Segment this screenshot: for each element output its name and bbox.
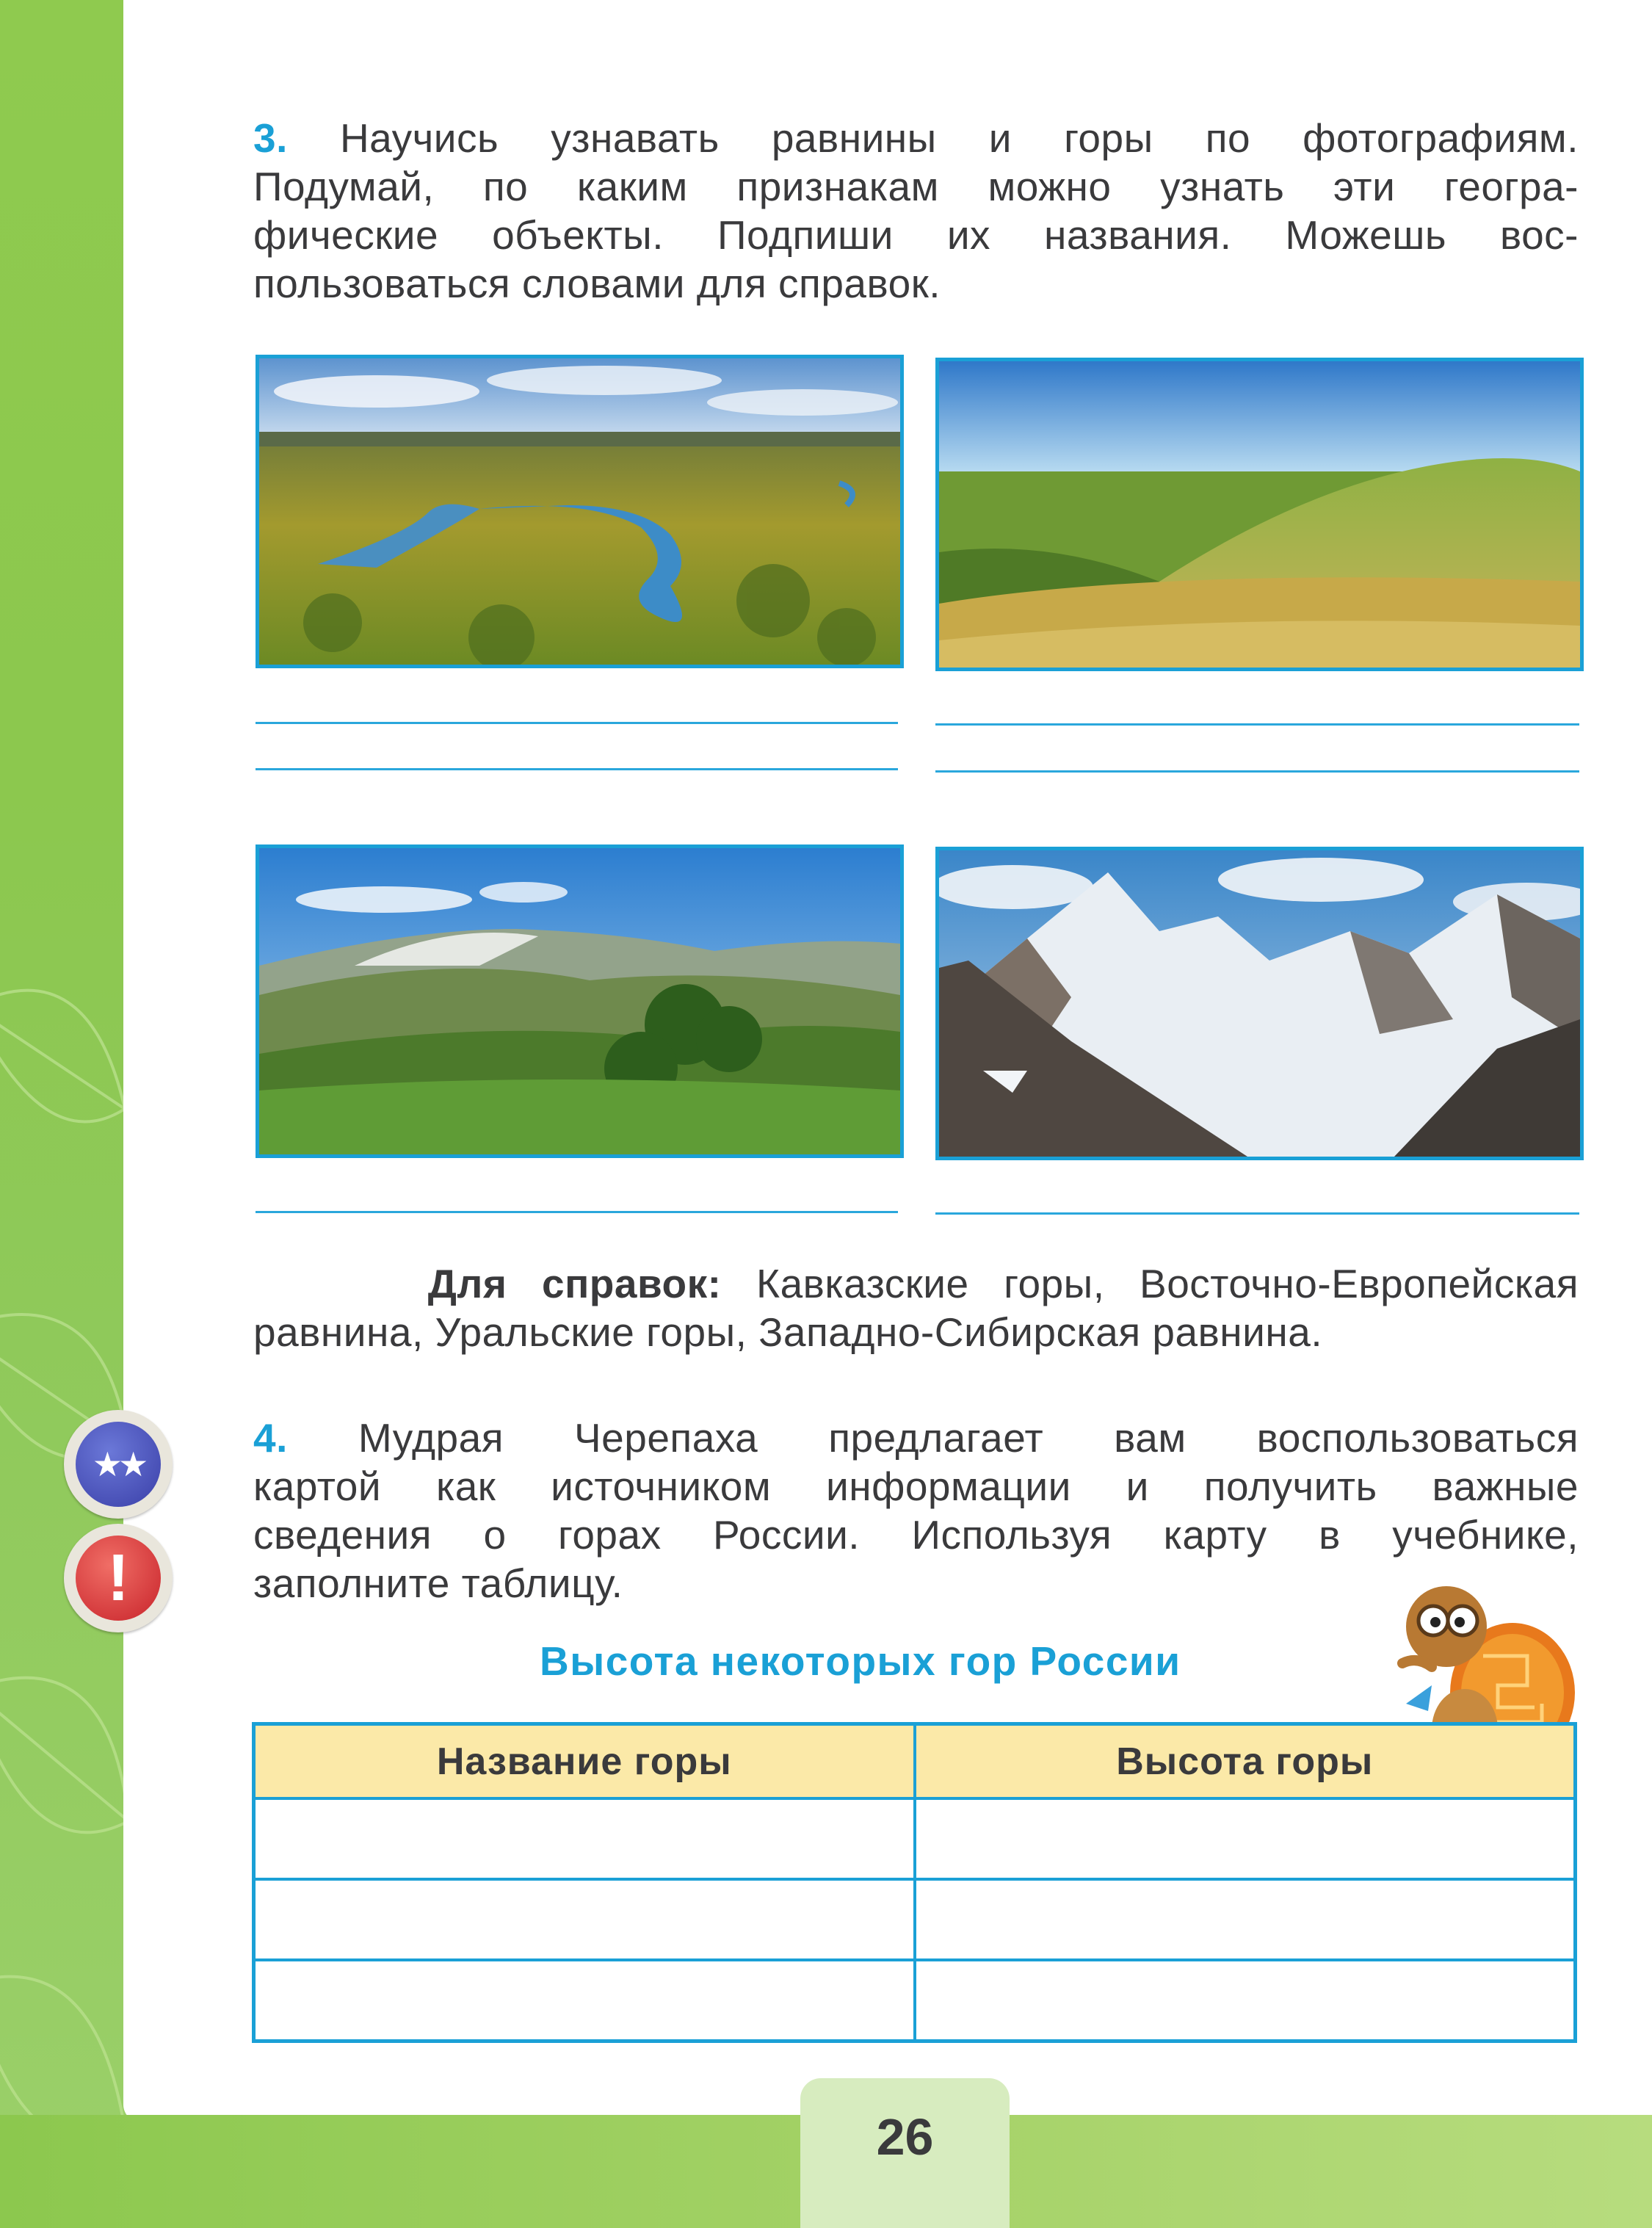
task4-line: Мудрая Черепаха предлагает вам воспользоваться [358, 1415, 1579, 1461]
task3-line: фические объекты. Подпиши их названия. Можешь вос- [253, 212, 1579, 258]
table-row [254, 1879, 1576, 1960]
table-row [254, 1798, 1576, 1879]
table-header-row [254, 1724, 1576, 1799]
photo-forested-mountains [256, 844, 904, 1158]
photo-forest-plain-river [256, 355, 904, 668]
page-number-tab [800, 2078, 1010, 2228]
answer-line[interactable] [935, 1212, 1579, 1215]
task3-number: 3. [253, 115, 288, 161]
answer-line[interactable] [256, 1211, 898, 1213]
header-mountain-name: Название горы [254, 1724, 915, 1799]
task4-number: 4. [253, 1415, 288, 1461]
reference-words [253, 1259, 1579, 1356]
page-number: 26 [876, 2108, 934, 2166]
header-mountain-height: Высота горы [915, 1724, 1576, 1799]
exclamation-badge-icon: ! [64, 1524, 173, 1632]
table-cell-height[interactable] [915, 1879, 1576, 1960]
table-cell-name[interactable] [254, 1798, 915, 1879]
table-cell-name[interactable] [254, 1879, 915, 1960]
task3-text [253, 114, 1579, 308]
table-title: Высота некоторых гор России [540, 1638, 1181, 1684]
task3-line: Подумай, по каким признакам можно узнать эти геогра- [253, 164, 1579, 209]
stars-badge-icon: ★★ [64, 1410, 173, 1519]
answer-line[interactable] [935, 770, 1579, 773]
table-row [254, 1960, 1576, 2041]
task4-line: сведения о горах России. Используя карту в учебнике, [253, 1512, 1579, 1558]
photo-grassy-hills [935, 358, 1584, 671]
reference-label: Для справок: [427, 1261, 722, 1306]
answer-line[interactable] [935, 723, 1579, 726]
table-cell-name[interactable] [254, 1960, 915, 2041]
task4-text [253, 1414, 1579, 1607]
answer-line[interactable] [256, 722, 898, 724]
task3-line: пользоваться словами для справок. [253, 261, 941, 306]
mountain-heights-table [252, 1722, 1577, 2043]
answer-line[interactable] [256, 768, 898, 770]
reference-text: Кавказские горы, Восточно-Европейская [756, 1261, 1579, 1306]
table-cell-height[interactable] [915, 1960, 1576, 2041]
table-cell-height[interactable] [915, 1798, 1576, 1879]
task4-line: заполните таблицу. [253, 1560, 623, 1606]
photo-snow-mountains [935, 847, 1584, 1160]
task3-line: Научись узнавать равнины и горы по фотографиям. [339, 115, 1579, 161]
task4-line: картой как источником информации и получить важные [253, 1464, 1579, 1509]
reference-text: равнина, Уральские горы, Западно-Сибирская равнина. [253, 1309, 1323, 1355]
